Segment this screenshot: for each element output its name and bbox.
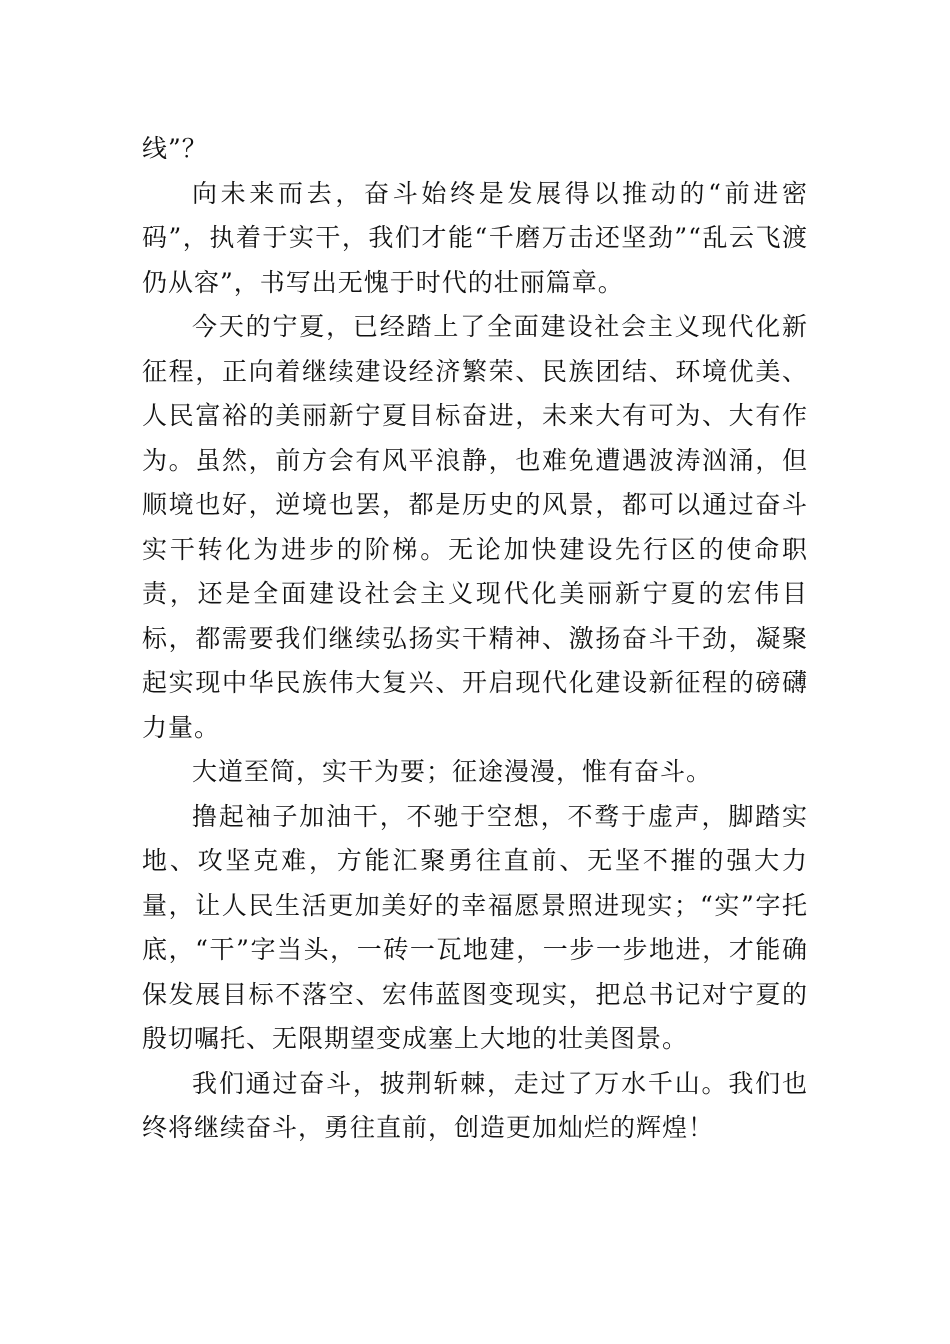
paragraph-conclusion: 我们通过奋斗，披荆斩棘，走过了万水千山。我们也终将继续奋斗，勇往直前，创造更加灿烂的辉煌！ (142, 1068, 808, 1142)
paragraph-ningxia-today: 今天的宁夏，已经踏上了全面建设社会主义现代化新征程，正向着继续建设经济繁荣、民族团结、环境优美、人民富裕的美丽新宁夏目标奋进，未来大有可为、大有作为。虽然，前方会有风平浪静，也难免遭遇波涛汹涌，但顺境也好，逆境也罢，都是历史的风景，都可以通过奋斗实干转化为进步的阶梯。无论加快建设先行区的使命职责，还是全面建设社会主义现代化美丽新宁夏的宏伟目标，都需要我们继续弘扬实干精神、激扬奋斗干劲，凝聚起实现中华民族伟大复兴、开启现代化建设新征程的磅礴力量。 (142, 312, 808, 742)
document-body (142, 127, 808, 1151)
paragraph-continuation: 线”？ (142, 134, 208, 163)
paragraph-forward-password: 向未来而去，奋斗始终是发展得以推动的“前进密码”，执着于实干，我们才能“千磨万击还坚劲”“乱云飞渡仍从容”，书写出无愧于时代的壮丽篇章。 (142, 178, 808, 297)
paragraph-the-great-way: 大道至简，实干为要；征途漫漫，惟有奋斗。 (192, 757, 713, 786)
paragraph-roll-up-sleeves: 撸起袖子加油干，不驰于空想，不骛于虚声，脚踏实地、攻坚克难，方能汇聚勇往直前、无坚不摧的强大力量，让人民生活更加美好的幸福愿景照进现实；“实”字托底，“干”字当头，一砖一瓦地建，一步一步地进，才能确保发展目标不落空、宏伟蓝图变现实，把总书记对宁夏的殷切嘱托、无限期望变成塞上大地的壮美图景。 (142, 801, 808, 1053)
